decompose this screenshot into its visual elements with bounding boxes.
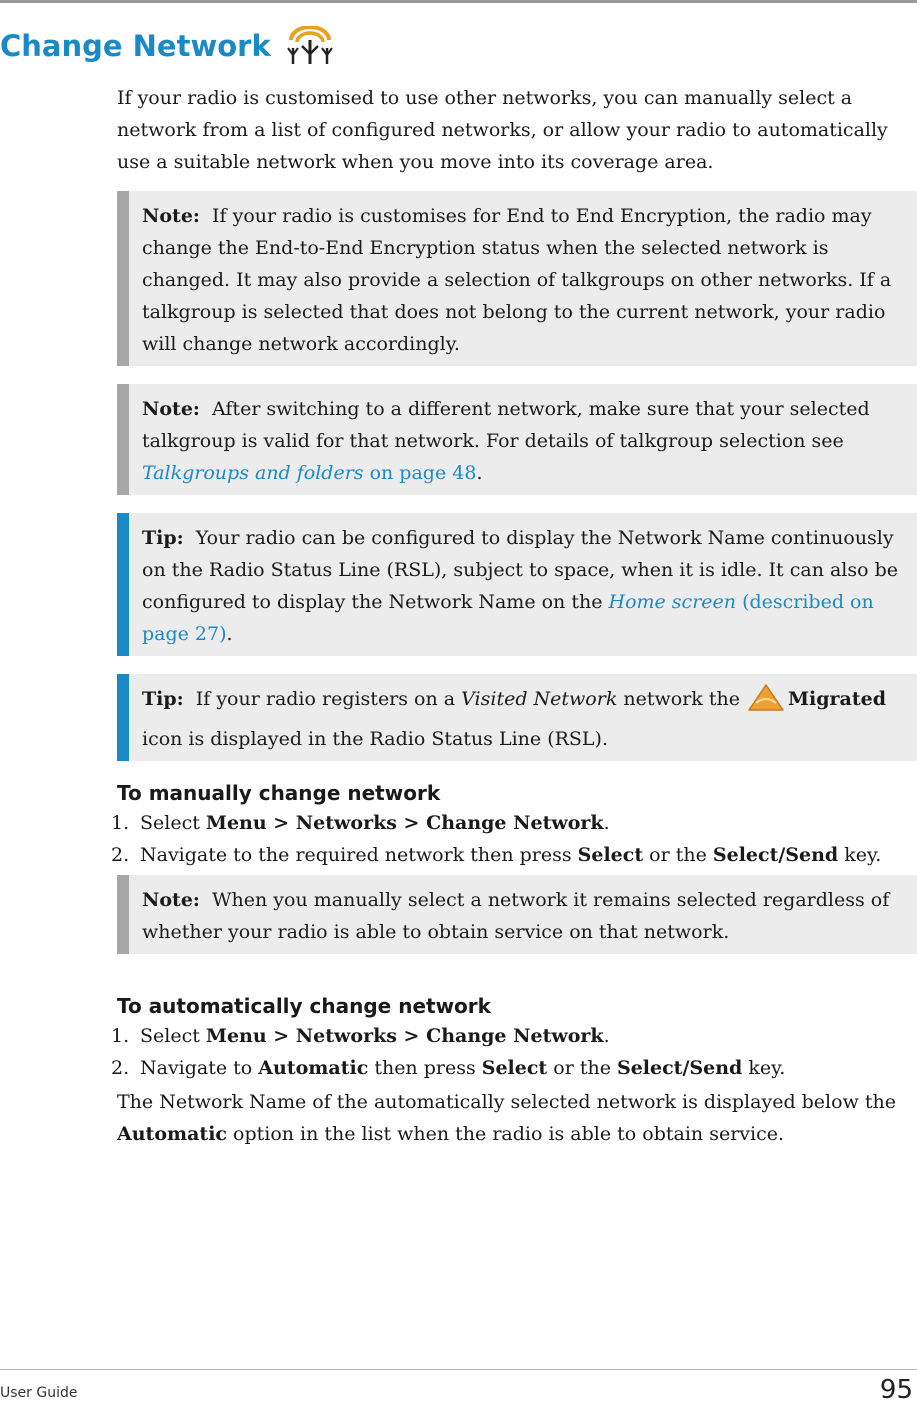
closing-paragraph xyxy=(117,1086,917,1150)
link-italic: Home screen xyxy=(608,591,737,613)
callout-text: network the xyxy=(623,688,740,710)
page-number: 95 xyxy=(879,1375,913,1405)
callout-lead: Note: xyxy=(142,205,200,227)
select-key-label: Select xyxy=(481,1057,548,1079)
network-antenna-icon xyxy=(281,26,339,66)
page-title xyxy=(0,26,339,66)
callout-lead: Note: xyxy=(142,889,200,911)
step-text: . xyxy=(603,812,610,834)
callout-text: After switching to a different network, make sure that your selected talkgroup is valid for that network. For details of talkgroup selection see xyxy=(142,398,870,452)
select-key-label: Select xyxy=(577,844,644,866)
callout-lead: Tip: xyxy=(142,527,184,549)
closing-text: option in the list when the radio is able to obtain service. xyxy=(226,1123,785,1145)
link-italic: Talkgroups and folders xyxy=(142,462,364,484)
migrated-icon xyxy=(746,683,786,723)
step-text: Select xyxy=(140,1025,206,1047)
page-content xyxy=(111,82,917,1150)
callout-lead: Note: xyxy=(142,398,200,420)
closing-text: The Network Name of the automatically selected network is displayed below the xyxy=(117,1091,896,1113)
footer-doc-title: User Guide xyxy=(0,1385,78,1401)
callout-tail: . xyxy=(476,462,483,484)
callout-text: If your radio registers on a xyxy=(195,688,456,710)
talkgroups-link[interactable] xyxy=(142,462,476,484)
automatic-heading: To automatically change network xyxy=(117,994,491,1018)
step-number: 2. xyxy=(111,844,130,866)
callout-text: If your radio is customises for End to End Encryption, the radio may change the End-to-End Encryption status when the selected network is changed. It may also provide a selection of talkgroups on other networks. If a talkgroup is selected that does not belong to the current network, your radio will change network accordingly. xyxy=(142,205,892,355)
note-callout-manual xyxy=(117,875,917,954)
link-page: (described on page 27) xyxy=(142,591,874,645)
callout-text: When you manually select a network it remains selected regardless of whether your radio is able to obtain service on that network. xyxy=(142,889,890,943)
step-number: 1. xyxy=(111,812,130,834)
intro-paragraph: If your radio is customised to use other networks, you can manually select a network from a list of configured networks, or allow your radio to automatically use a suitable network when you move into its coverage area. xyxy=(117,87,888,173)
list-item xyxy=(111,839,917,871)
manual-steps xyxy=(111,807,917,871)
note-callout-encryption xyxy=(117,191,917,366)
automatic-option-label: Automatic xyxy=(117,1123,227,1145)
callout-lead: Tip: xyxy=(142,688,184,710)
callout-tail: . xyxy=(226,623,233,645)
select-send-key-label: Select/Send xyxy=(712,844,839,866)
menu-path: Menu > Networks > Change Network xyxy=(205,812,604,834)
footer-rule xyxy=(0,1369,917,1370)
step-number: 1. xyxy=(111,1025,130,1047)
migrated-label: Migrated xyxy=(788,688,887,710)
top-rule xyxy=(0,0,917,3)
automatic-steps xyxy=(111,1020,917,1084)
link-page: on page 48 xyxy=(369,462,477,484)
callout-text: icon is displayed in the Radio Status Line (RSL). xyxy=(142,728,608,750)
step-text: or the xyxy=(643,844,713,866)
step-text: then press xyxy=(368,1057,482,1079)
tip-callout-network-name xyxy=(117,513,917,656)
list-item xyxy=(111,1020,917,1052)
visited-network-text: Visited Network xyxy=(461,688,618,710)
step-text: . xyxy=(603,1025,610,1047)
step-text: or the xyxy=(547,1057,617,1079)
select-send-key-label: Select/Send xyxy=(616,1057,743,1079)
note-callout-talkgroup xyxy=(117,384,917,495)
page-title-text: Change Network xyxy=(0,29,271,63)
step-text: key. xyxy=(742,1057,786,1079)
step-text: Select xyxy=(140,812,206,834)
list-item xyxy=(111,807,917,839)
automatic-option-label: Automatic xyxy=(258,1057,369,1079)
callout-text: Your radio can be configured to display the Network Name continuously on the Radio Status Line (RSL), subject to space, when it is idle. It can also be configured to display the Network Name on the xyxy=(142,527,899,613)
list-item xyxy=(111,1052,917,1084)
step-text: Navigate to the required network then press xyxy=(140,844,578,866)
manual-heading: To manually change network xyxy=(117,781,441,805)
tip-callout-migrated xyxy=(117,674,917,761)
step-text: key. xyxy=(838,844,882,866)
menu-path: Menu > Networks > Change Network xyxy=(205,1025,604,1047)
step-number: 2. xyxy=(111,1057,130,1079)
step-text: Navigate to xyxy=(140,1057,259,1079)
